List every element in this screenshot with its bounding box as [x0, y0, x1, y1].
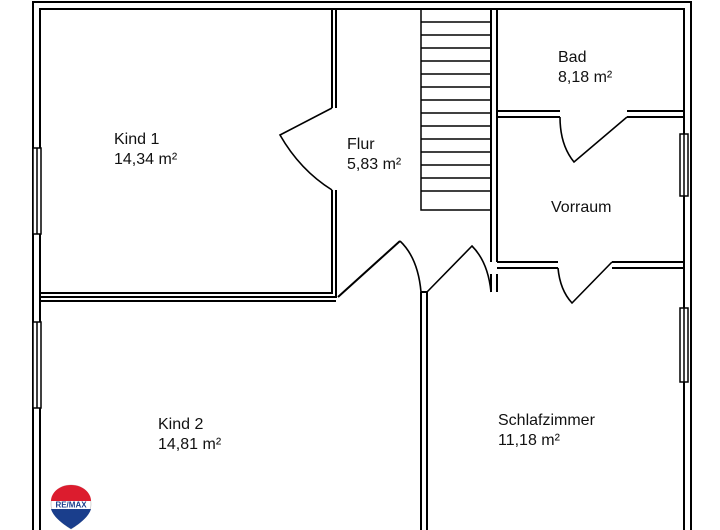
- room-name: Flur: [347, 136, 375, 153]
- room-area: 5,83 m²: [347, 156, 402, 173]
- room-flur: [347, 135, 401, 175]
- windows: [33, 134, 688, 408]
- svg-text:RE/MAX: RE/MAX: [55, 500, 87, 510]
- stairs: [421, 9, 491, 210]
- room-name: Bad: [558, 49, 587, 66]
- remax-balloon-logo: [50, 484, 92, 530]
- room-bad: [558, 48, 612, 88]
- room-area: 14,81 m²: [158, 436, 222, 453]
- room-kind1: [114, 130, 177, 170]
- room-name: Kind 2: [158, 416, 204, 433]
- door-schlafzimmer: [427, 246, 491, 292]
- room-schlafzimmer: [498, 411, 595, 451]
- room-area: 11,18 m²: [498, 432, 560, 449]
- door-bad: [560, 117, 627, 162]
- room-name: Kind 1: [114, 131, 160, 148]
- room-area: 8,18 m²: [558, 69, 613, 86]
- door-kind1: [280, 108, 332, 190]
- room-name: Vorraum: [551, 199, 612, 216]
- door-kind2: [400, 241, 421, 292]
- room-kind2: [158, 415, 221, 455]
- door-vorraum: [558, 262, 612, 303]
- room-area: 14,34 m²: [114, 151, 178, 168]
- room-name: Schlafzimmer: [498, 412, 595, 429]
- room-vorraum: [551, 198, 611, 218]
